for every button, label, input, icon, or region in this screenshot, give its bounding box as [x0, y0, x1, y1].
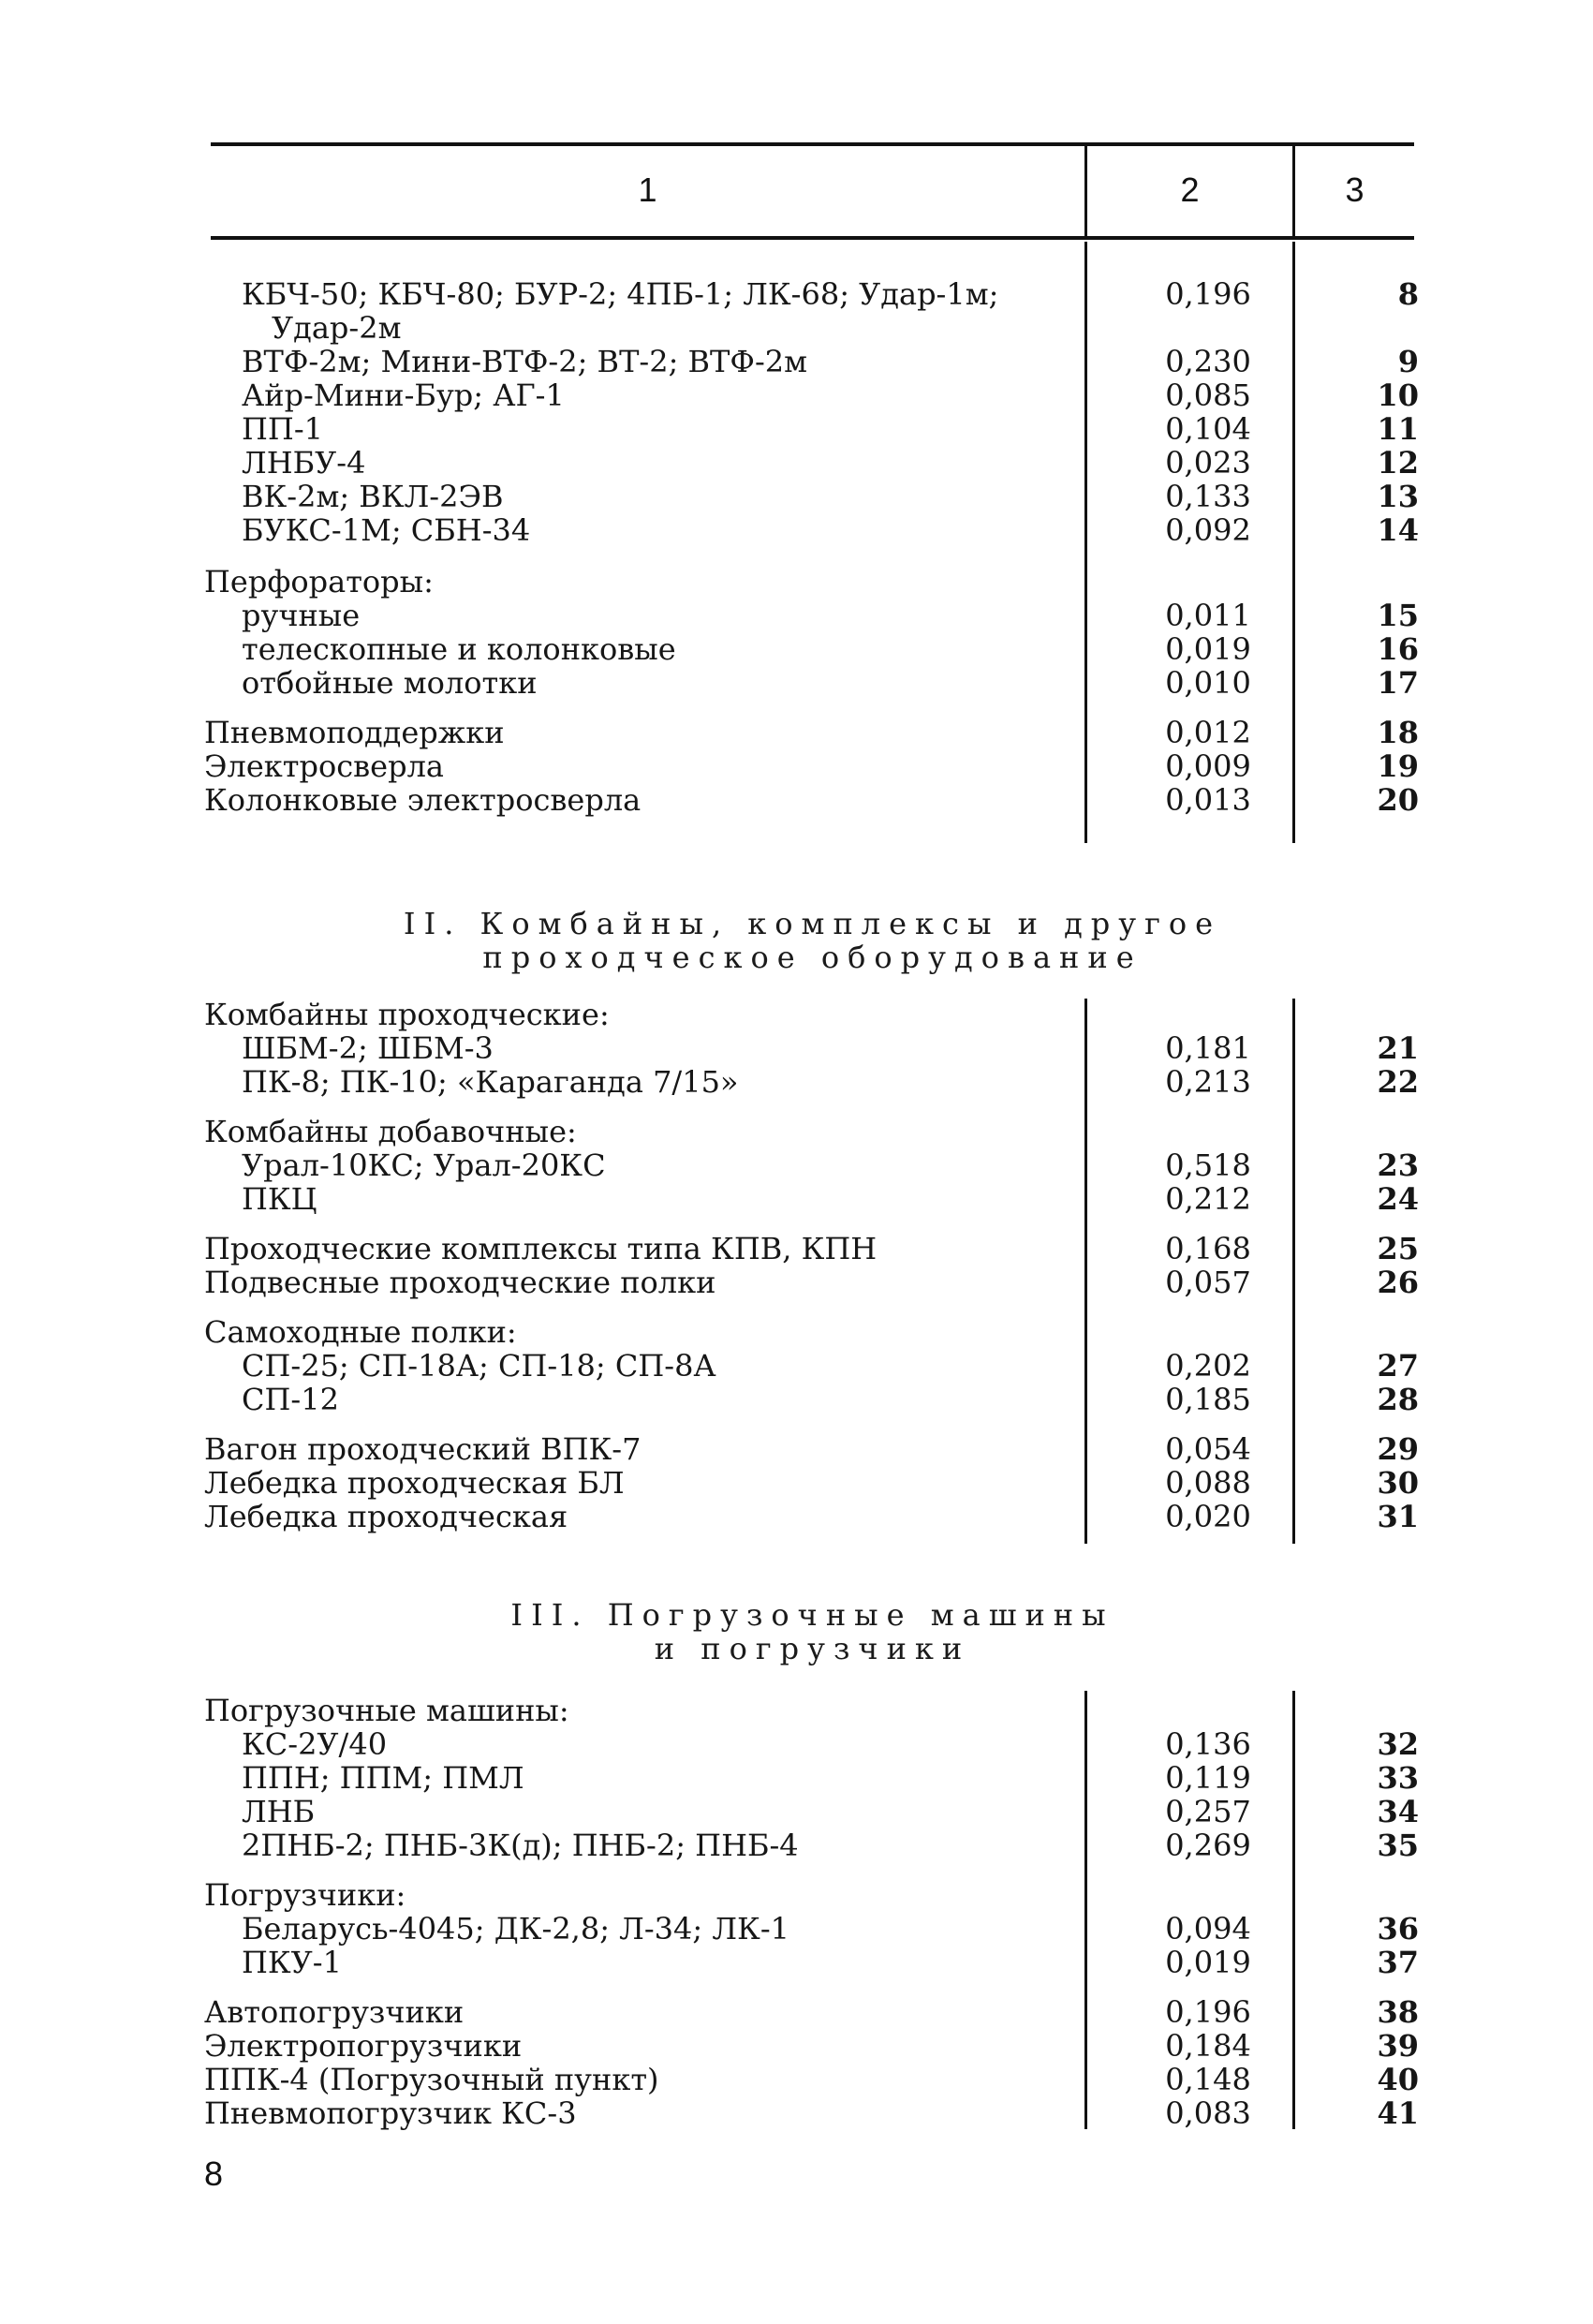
page-number: 8 — [204, 2154, 224, 2193]
row-number: 36 — [1377, 1911, 1419, 1947]
row-group-label: Погрузочные машины: — [204, 1693, 569, 1728]
table-row — [0, 2063, 1593, 2096]
row-number: 12 — [1377, 445, 1419, 481]
table-row — [0, 1694, 1593, 1727]
row-name: СП-12 — [242, 1382, 339, 1417]
row-name: Подвесные проходческие полки — [204, 1265, 716, 1300]
section-3-title-line-1: III. Погрузочные машины — [510, 1597, 1114, 1633]
row-value: 0,023 — [1165, 445, 1251, 481]
row-group-label: Перфораторы: — [204, 564, 434, 600]
row-value: 0,202 — [1165, 1348, 1251, 1384]
row-name: БУКС-1М; СБН-34 — [242, 512, 531, 548]
row-group-label: Самоходные полки: — [204, 1314, 517, 1350]
row-value: 0,054 — [1165, 1431, 1251, 1467]
table-row — [0, 1828, 1593, 1862]
table-row — [0, 749, 1593, 783]
table-row — [0, 1031, 1593, 1065]
row-value: 0,184 — [1165, 2028, 1251, 2064]
row-group-label: Комбайны добавочные: — [204, 1114, 577, 1149]
table-row — [0, 632, 1593, 666]
row-number: 10 — [1377, 377, 1419, 413]
row-value: 0,011 — [1165, 598, 1251, 633]
row-number: 15 — [1377, 598, 1419, 633]
row-number: 41 — [1377, 2095, 1419, 2131]
row-value: 0,019 — [1165, 631, 1251, 667]
table-row — [0, 378, 1593, 412]
row-number: 26 — [1377, 1265, 1419, 1300]
row-name: Беларусь-4045; ДК-2,8; Л-34; ЛК-1 — [242, 1911, 789, 1947]
row-name: Удар-2м — [272, 310, 402, 346]
row-name: Пневмопогрузчик КС-3 — [204, 2095, 577, 2131]
table-row — [0, 1466, 1593, 1500]
row-value: 0,092 — [1165, 512, 1251, 548]
row-name: ППК-4 (Погрузочный пункт) — [204, 2062, 659, 2097]
row-number: 9 — [1397, 344, 1419, 379]
row-name: Электросверла — [204, 748, 444, 784]
row-value: 0,518 — [1165, 1147, 1251, 1183]
row-name: ВК-2м; ВКЛ-2ЭВ — [242, 479, 504, 514]
row-value: 0,119 — [1165, 1760, 1251, 1796]
row-name: ПК-8; ПК-10; «Караганда 7/15» — [242, 1064, 739, 1100]
row-name: 2ПНБ-2; ПНБ-3К(д); ПНБ-2; ПНБ-4 — [242, 1828, 799, 1863]
row-number: 18 — [1377, 715, 1419, 750]
row-group-label: Погрузчики: — [204, 1877, 406, 1913]
row-value: 0,185 — [1165, 1382, 1251, 1417]
table-row — [0, 1432, 1593, 1466]
row-value: 0,133 — [1165, 479, 1251, 514]
row-number: 37 — [1377, 1945, 1419, 1980]
row-name: Пневмоподдержки — [204, 715, 505, 750]
row-value: 0,230 — [1165, 344, 1251, 379]
row-value: 0,196 — [1165, 1994, 1251, 2030]
row-name: ШБМ-2; ШБМ-3 — [242, 1030, 494, 1066]
table-row — [0, 1232, 1593, 1266]
row-number: 27 — [1377, 1348, 1419, 1384]
section-2-title-line-1: II. Комбайны, комплексы и другое — [403, 906, 1222, 941]
table-row — [0, 1148, 1593, 1182]
row-number: 14 — [1377, 512, 1419, 548]
section-2-title-line-2: проходческое оборудование — [482, 940, 1143, 975]
row-name: Проходческие комплексы типа КПВ, КПН — [204, 1231, 878, 1266]
row-number: 30 — [1377, 1465, 1419, 1501]
table-row — [0, 1727, 1593, 1761]
table-row — [0, 345, 1593, 378]
row-name: Айр-Мини-Бур; АГ-1 — [242, 377, 565, 413]
row-name: ПП-1 — [242, 411, 323, 447]
table-row — [0, 1995, 1593, 2029]
row-number: 23 — [1377, 1147, 1419, 1183]
table-row — [0, 412, 1593, 446]
row-number: 25 — [1377, 1231, 1419, 1266]
row-value: 0,212 — [1165, 1181, 1251, 1217]
row-value: 0,181 — [1165, 1030, 1251, 1066]
row-name: ПКУ-1 — [242, 1945, 342, 1980]
table-row — [0, 599, 1593, 632]
row-name: ППН; ППМ; ПМЛ — [242, 1760, 524, 1796]
row-number: 16 — [1377, 631, 1419, 667]
table-row — [0, 2029, 1593, 2063]
row-value: 0,019 — [1165, 1945, 1251, 1980]
table-row — [0, 1383, 1593, 1416]
table-row — [0, 1349, 1593, 1383]
row-number: 38 — [1377, 1994, 1419, 2030]
header-top-rule — [211, 142, 1414, 146]
row-value: 0,085 — [1165, 377, 1251, 413]
row-name: ВТФ-2м; Мини-ВТФ-2; ВТ-2; ВТФ-2м — [242, 344, 808, 379]
row-number: 31 — [1377, 1499, 1419, 1534]
row-name: ручные — [242, 598, 361, 633]
row-number: 22 — [1377, 1064, 1419, 1100]
table-row — [0, 1115, 1593, 1148]
row-value: 0,013 — [1165, 782, 1251, 818]
row-value: 0,148 — [1165, 2062, 1251, 2097]
table-row — [0, 311, 1593, 345]
row-value: 0,168 — [1165, 1231, 1251, 1266]
row-value: 0,012 — [1165, 715, 1251, 750]
row-name: Лебедка проходческая БЛ — [204, 1465, 625, 1501]
row-name: отбойные молотки — [242, 665, 538, 701]
header-col-1: 1 — [638, 170, 657, 209]
row-value: 0,088 — [1165, 1465, 1251, 1501]
table-row — [0, 1795, 1593, 1828]
table-row — [0, 998, 1593, 1031]
table-row — [0, 1912, 1593, 1946]
row-name: КБЧ-50; КБЧ-80; БУР-2; 4ПБ-1; ЛК-68; Удар-1м; — [242, 276, 999, 312]
row-name: Автопогрузчики — [204, 1994, 465, 2030]
table-row — [0, 1266, 1593, 1299]
row-name: Колонковые электросверла — [204, 782, 642, 818]
header-col-3: 3 — [1345, 170, 1364, 209]
table-row — [0, 666, 1593, 700]
row-value: 0,083 — [1165, 2095, 1251, 2131]
row-value: 0,094 — [1165, 1911, 1251, 1947]
table-row — [0, 513, 1593, 547]
row-number: 19 — [1377, 748, 1419, 784]
row-value: 0,020 — [1165, 1499, 1251, 1534]
row-number: 40 — [1377, 2062, 1419, 2097]
header-bottom-rule — [211, 236, 1414, 240]
row-name: КС-2У/40 — [242, 1726, 388, 1762]
row-number: 32 — [1377, 1726, 1419, 1762]
row-number: 20 — [1377, 782, 1419, 818]
row-number: 28 — [1377, 1382, 1419, 1417]
table-row — [0, 1065, 1593, 1099]
row-value: 0,009 — [1165, 748, 1251, 784]
row-number: 34 — [1377, 1794, 1419, 1829]
row-number: 35 — [1377, 1828, 1419, 1863]
row-number: 17 — [1377, 665, 1419, 701]
row-value: 0,057 — [1165, 1265, 1251, 1300]
row-name: ЛНБ — [242, 1794, 316, 1829]
table-row — [0, 1761, 1593, 1795]
table-header — [211, 142, 1414, 240]
row-number: 29 — [1377, 1431, 1419, 1467]
table-row — [0, 783, 1593, 817]
table-row — [0, 480, 1593, 513]
row-name: СП-25; СП-18А; СП-18; СП-8А — [242, 1348, 716, 1384]
table-row — [0, 1878, 1593, 1912]
row-name: Урал-10КС; Урал-20КС — [242, 1147, 606, 1183]
row-value: 0,104 — [1165, 411, 1251, 447]
row-value: 0,269 — [1165, 1828, 1251, 1863]
row-number: 21 — [1377, 1030, 1419, 1066]
section-3-title-line-2: и погрузчики — [654, 1631, 971, 1666]
row-number: 24 — [1377, 1181, 1419, 1217]
row-name: ПКЦ — [242, 1181, 317, 1217]
table-row — [0, 1946, 1593, 1979]
row-value: 0,136 — [1165, 1726, 1251, 1762]
table-row — [0, 2096, 1593, 2130]
table-row — [0, 277, 1593, 311]
table-row — [0, 1315, 1593, 1349]
row-number: 33 — [1377, 1760, 1419, 1796]
table-row — [0, 565, 1593, 599]
row-value: 0,213 — [1165, 1064, 1251, 1100]
row-number: 39 — [1377, 2028, 1419, 2064]
row-value: 0,257 — [1165, 1794, 1251, 1829]
row-number: 13 — [1377, 479, 1419, 514]
row-number: 8 — [1397, 276, 1419, 312]
header-col-2: 2 — [1180, 170, 1200, 209]
row-value: 0,196 — [1165, 276, 1251, 312]
row-name: телескопные и колонковые — [242, 631, 676, 667]
row-number: 11 — [1377, 411, 1419, 447]
table-row — [0, 1500, 1593, 1533]
row-name: ЛНБУ-4 — [242, 445, 366, 481]
row-name: Вагон проходческий ВПК-7 — [204, 1431, 642, 1467]
table-row — [0, 1182, 1593, 1216]
table-row — [0, 716, 1593, 749]
row-name: Лебедка проходческая — [204, 1499, 568, 1534]
row-value: 0,010 — [1165, 665, 1251, 701]
table-row — [0, 446, 1593, 480]
row-name: Электропогрузчики — [204, 2028, 523, 2064]
row-group-label: Комбайны проходческие: — [204, 997, 610, 1032]
